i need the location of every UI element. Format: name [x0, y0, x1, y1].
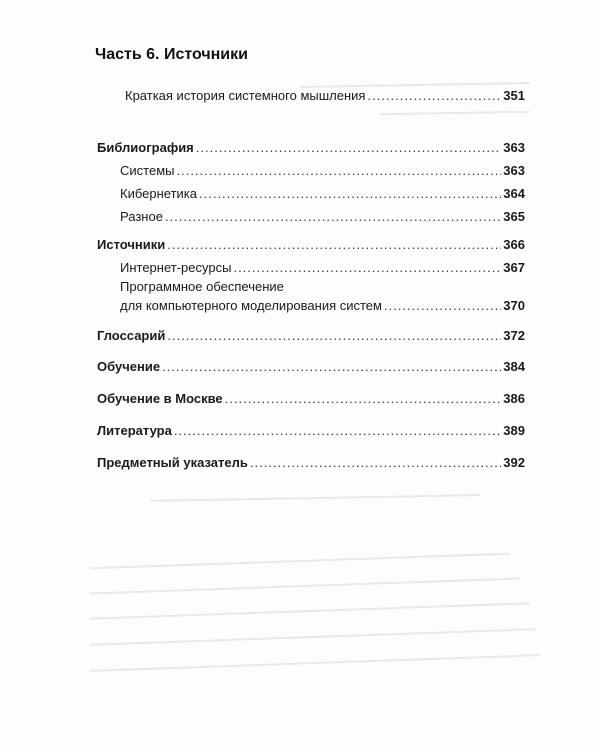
leader-dots: [199, 186, 501, 201]
toc-page-number: 366: [503, 237, 525, 252]
leader-dots: [174, 423, 501, 438]
toc-page-number: 351: [503, 88, 525, 103]
toc-entry-software: [120, 298, 525, 313]
leader-dots: [167, 237, 501, 252]
toc-entry-sources: [97, 237, 525, 252]
toc-entry-software-line1: Программное обеспечение: [120, 279, 284, 294]
toc-entry-literature: [97, 423, 525, 438]
bleed-through-line: [90, 577, 520, 594]
leader-dots: [165, 209, 501, 224]
leader-dots: [250, 455, 501, 470]
leader-dots: [196, 140, 502, 155]
part-title: Часть 6. Источники: [95, 46, 248, 63]
bleed-through-line: [380, 111, 530, 116]
toc-label: Краткая история системного мышления: [125, 88, 366, 103]
toc-label: Разное: [120, 209, 163, 224]
toc-page-number: 365: [503, 209, 525, 224]
toc-entry-training: [97, 359, 525, 374]
toc-page-number: 370: [503, 298, 525, 313]
leader-dots: [367, 88, 501, 103]
bleed-through-line: [90, 602, 530, 619]
toc-label: Системы: [120, 163, 175, 178]
toc-page-number: 364: [503, 186, 525, 201]
leader-dots: [225, 391, 502, 406]
toc-entry-glossary: [97, 328, 525, 343]
toc-entry-history: [125, 88, 525, 103]
bleed-through-line: [90, 628, 535, 646]
toc-label: Источники: [97, 237, 166, 252]
toc-entry-index: [97, 455, 525, 470]
toc-label: Обучение в Москве: [97, 391, 223, 406]
bleed-through-line: [150, 494, 480, 502]
toc-page-number: 386: [503, 391, 525, 406]
toc-entry-bibliography: [97, 140, 525, 155]
toc-page-number: 367: [503, 260, 525, 275]
toc-page-number: 363: [503, 140, 525, 155]
toc-page-number: 392: [503, 455, 525, 470]
toc-entry-cybernetics: [120, 186, 525, 201]
bleed-through-line: [90, 654, 540, 672]
leader-dots: [167, 328, 501, 343]
toc-entry-internet: [120, 260, 525, 275]
toc-label: Предметный указатель: [97, 455, 248, 470]
toc-entry-misc: [120, 209, 525, 224]
toc-label: Интернет-ресурсы: [120, 260, 232, 275]
toc-page-number: 384: [503, 359, 525, 374]
toc-label: для компьютерного моделирования систем: [120, 298, 382, 313]
toc-entry-training-moscow: [97, 391, 525, 406]
toc-label: Библиография: [97, 140, 194, 155]
toc-entry-systems: [120, 163, 525, 178]
toc-label: Литература: [97, 423, 172, 438]
toc-label: Кибернетика: [120, 186, 197, 201]
leader-dots: [176, 163, 501, 178]
bleed-through-line: [90, 553, 510, 570]
leader-dots: [384, 298, 501, 313]
toc-page-number: 389: [503, 423, 525, 438]
leader-dots: [162, 359, 501, 374]
toc-label: Обучение: [97, 359, 161, 374]
toc-page-number: 363: [503, 163, 525, 178]
toc-page-number: 372: [503, 328, 525, 343]
toc-label: Глоссарий: [97, 328, 166, 343]
leader-dots: [233, 260, 501, 275]
